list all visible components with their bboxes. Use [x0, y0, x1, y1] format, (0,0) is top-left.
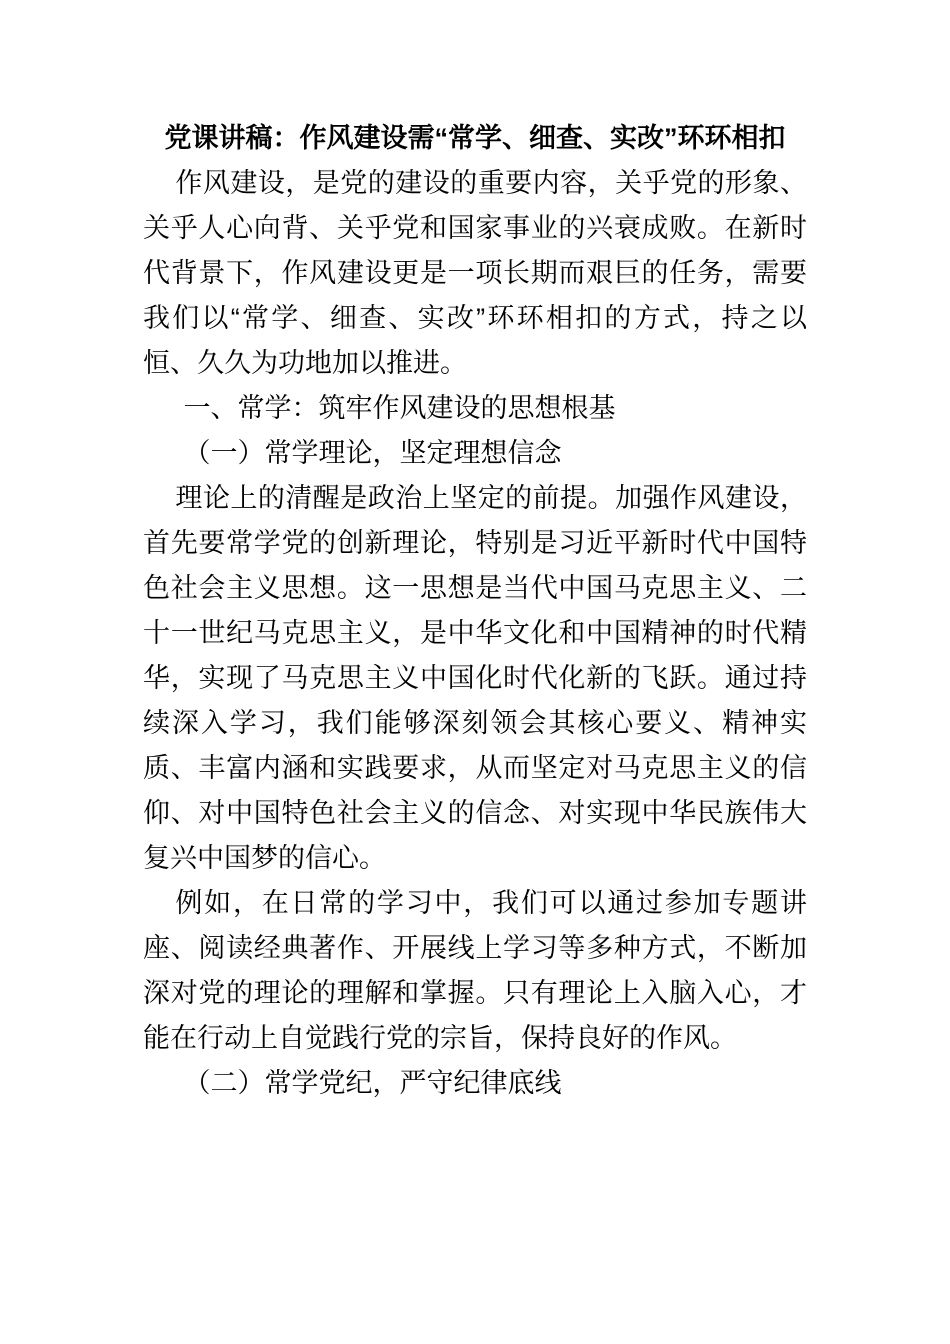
paragraph: 例如，在日常的学习中，我们可以通过参加专题讲座、阅读经典著作、开展线上学习等多种方式，不断加深对党的理论的理解和掌握。只有理论上入脑入心，才能在行动上自觉践行党的宗旨，保持良好的作风。: [143, 888, 807, 1053]
paragraph: 作风建设，是党的建设的重要内容，关乎党的形象、关乎人心向背、关乎党和国家事业的兴衰成败。在新时代背景下，作风建设更是一项长期而艰巨的任务，需要我们以“常学、细查、实改”环环相扣的方式，持之以恒、久久为功地加以推进。: [143, 168, 807, 378]
heading-level-1: 一、常学：筑牢作风建设的思想根基: [183, 393, 616, 423]
document-body: [143, 161, 807, 1106]
document-content: [143, 116, 807, 1106]
paragraph: 理论上的清醒是政治上坚定的前提。加强作风建设，首先要常学党的创新理论，特别是习近平新时代中国特色社会主义思想。这一思想是当代中国马克思主义、二十一世纪马克思主义，是中华文化和中国精神的时代精华，实现了马克思主义中国化时代化新的飞跃。通过持续深入学习，我们能够深刻领会其核心要义、精神实质、丰富内涵和实践要求，从而坚定对马克思主义的信仰、对中国特色社会主义的信念、对实现中华民族伟大复兴中国梦的信心。: [143, 483, 807, 873]
document-title: 党课讲稿：作风建设需“常学、细查、实改”环环相扣: [164, 123, 786, 153]
heading-level-2: （二）常学党纪，严守纪律底线: [183, 1068, 562, 1098]
heading-level-2: （一）常学理论，坚定理想信念: [183, 438, 562, 468]
